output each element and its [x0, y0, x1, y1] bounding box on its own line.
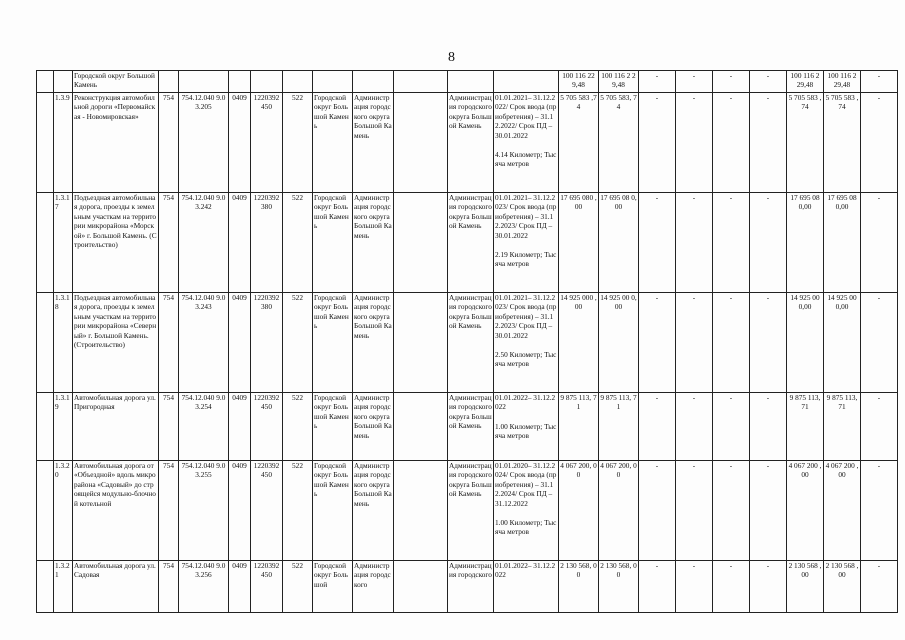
financing-amount: 5 705 583, 74: [599, 93, 639, 193]
dash-cell: -: [639, 393, 676, 461]
term-line: [495, 412, 557, 422]
dash-cell: -: [676, 461, 713, 561]
term-and-capacity: [494, 93, 559, 193]
target-article-code: 1220392 380: [251, 193, 283, 293]
developer: Администрация городского округа Большой Камень: [448, 193, 494, 293]
territory: Городской округ Большой Камень: [313, 93, 353, 193]
local-budget-amount-2: 5 705 583 ,74: [824, 93, 861, 193]
term-line: 01.01.2021– 31.12.2022/ Срок ввода (приобретения) – 31.12.2022/ Срок ПД – 30.01.2022: [495, 93, 557, 140]
developer: Администрация городского: [448, 561, 494, 613]
row-number: 1.3.9: [54, 93, 73, 193]
local-budget-amount-2: 4 067 200 ,00: [824, 461, 861, 561]
expense-type-code: 522: [283, 393, 313, 461]
financing-amount: 100 116 2 29,48: [599, 71, 639, 93]
object-name: Подъездная автомобильная дорога, проезды к земельным участкам на территории микрорайона «Морской» г. Большой Камень. (Строительство): [73, 193, 159, 293]
expense-type-code: 522: [283, 293, 313, 393]
term-and-capacity: [494, 393, 559, 461]
table-row: [37, 193, 898, 293]
blank-cell: [37, 93, 54, 193]
section-code: 0409: [229, 393, 251, 461]
term-line: 01.01.2020– 31.12.2024/ Срок ввода (приобретения) – 31.12.2024/ Срок ПД – 31.12.2022: [495, 461, 557, 508]
dash-cell: -: [676, 93, 713, 193]
dash-cell: -: [861, 393, 898, 461]
empty-cell: [394, 393, 448, 461]
blank-cell: [37, 193, 54, 293]
term-and-capacity: [494, 193, 559, 293]
row-number: 1.3.20: [54, 461, 73, 561]
empty-cell: [394, 561, 448, 613]
term-line: 01.01.2022– 31.12.2022: [495, 561, 556, 580]
budget-code: 754.12.040 9.03.255: [179, 461, 229, 561]
budget-code: 754.12.040 9.03.254: [179, 393, 229, 461]
local-budget-amount-2: 14 925 00 0,00: [824, 293, 861, 393]
territory: Городской округ Большой: [313, 561, 353, 613]
dash-cell: -: [713, 93, 750, 193]
target-article-code: 1220392 380: [251, 293, 283, 393]
term-line: 1.00 Километр; Тысяча метров: [495, 421, 557, 441]
expense-type-code: 522: [283, 461, 313, 561]
dash-cell: -: [676, 293, 713, 393]
target-article-code: 1220392 450: [251, 561, 283, 613]
row-number: 1.3.18: [54, 293, 73, 393]
page-number: 8: [448, 50, 455, 65]
dash-cell: -: [861, 93, 898, 193]
dash-cell: -: [639, 561, 676, 613]
section-code: 0409: [229, 93, 251, 193]
expense-type-code: 522: [283, 193, 313, 293]
developer: Администрация городского округа Большой Камень: [448, 393, 494, 461]
dash-cell: -: [861, 71, 898, 93]
dash-cell: -: [713, 293, 750, 393]
section-code: 0409: [229, 461, 251, 561]
customer: Администрация городского округа Большой Камень: [353, 461, 394, 561]
target-article-code: 1220392 450: [251, 461, 283, 561]
empty-cell: [394, 293, 448, 393]
local-budget-amount: 4 067 200 ,00: [787, 461, 824, 561]
financing-amount: 17 695 08 0,00: [599, 193, 639, 293]
term-and-capacity: [494, 461, 559, 561]
dash-cell: -: [639, 93, 676, 193]
term-line: [495, 240, 557, 250]
empty-cell: [394, 93, 448, 193]
term-line: 01.01.2021– 31.12.2023/ Срок ввода (приобретения) – 31.12.2023/ Срок ПД – 30.01.2022: [495, 193, 557, 240]
territory: Городской округ Большой Камень: [313, 193, 353, 293]
table-row: [37, 293, 898, 393]
section-code: 0409: [229, 561, 251, 613]
object-name: Автомобильная дорога ул. Садовая: [73, 561, 159, 613]
dash-cell: -: [676, 193, 713, 293]
dash-cell: -: [750, 461, 787, 561]
blank-cell: [37, 293, 54, 393]
grbs-code: 754: [159, 93, 179, 193]
dash-cell: -: [713, 71, 750, 93]
grbs-code: 754: [159, 393, 179, 461]
territory: [313, 71, 353, 93]
local-budget-amount-2: 100 116 2 29,48: [824, 71, 861, 93]
term-line: [495, 340, 557, 350]
empty-cell: [394, 71, 448, 93]
row-number: 1.3.21: [54, 561, 73, 613]
dash-cell: -: [750, 393, 787, 461]
object-name: Городской округ Большой Камень: [73, 71, 159, 93]
budget-code: 754.12.040 9.03.242: [179, 193, 229, 293]
budget-table: [36, 70, 898, 613]
dash-cell: -: [713, 461, 750, 561]
expense-type-code: 522: [283, 93, 313, 193]
dash-cell: -: [713, 561, 750, 613]
dash-cell: -: [676, 71, 713, 93]
total-amount: 14 925 000 ,00: [559, 293, 599, 393]
customer: Администрация городского: [353, 561, 394, 613]
dash-cell: -: [713, 393, 750, 461]
table-row: [37, 561, 898, 613]
local-budget-amount: 9 875 113, 71: [787, 393, 824, 461]
dash-cell: -: [750, 71, 787, 93]
dash-cell: -: [639, 71, 676, 93]
term-and-capacity: [494, 561, 559, 613]
total-amount: 4 067 200, 00: [559, 461, 599, 561]
territory: Городской округ Большой Камень: [313, 461, 353, 561]
developer: Администрация городского округа Большой Камень: [448, 461, 494, 561]
blank-cell: [37, 71, 54, 93]
local-budget-amount: 14 925 00 0,00: [787, 293, 824, 393]
term-line: 1.00 Километр; Тысяча метров: [495, 518, 557, 537]
budget-code: [179, 71, 229, 93]
blank-cell: [37, 393, 54, 461]
expense-type-code: 522: [283, 561, 313, 613]
grbs-code: 754: [159, 293, 179, 393]
grbs-code: [159, 71, 179, 93]
table-row: [37, 93, 898, 193]
budget-code: 754.12.040 9.03.243: [179, 293, 229, 393]
local-budget-amount: 17 695 08 0,00: [787, 193, 824, 293]
local-budget-amount: 5 705 583 ,74: [787, 93, 824, 193]
local-budget-amount-2: 9 875 113, 71: [824, 393, 861, 461]
object-name: Реконструкция автомобильной дороги «Первомайская - Новомировская»: [73, 93, 159, 193]
term-line: 2.50 Километр; Тысяча метров: [495, 350, 557, 369]
customer: Администрация городского округа Большой Камень: [353, 193, 394, 293]
total-amount: 9 875 113, 71: [559, 393, 599, 461]
dash-cell: -: [750, 93, 787, 193]
empty-cell: [394, 461, 448, 561]
dash-cell: -: [750, 561, 787, 613]
financing-amount: 9 875 113, 71: [599, 393, 639, 461]
budget-code: 754.12.040 9.03.256: [179, 561, 229, 613]
table-row: [37, 71, 898, 93]
dash-cell: -: [750, 193, 787, 293]
grbs-code: 754: [159, 193, 179, 293]
dash-cell: -: [639, 461, 676, 561]
customer: Администрация городского округа Большой Камень: [353, 393, 394, 461]
target-article-code: [251, 71, 283, 93]
blank-cell: [37, 461, 54, 561]
term-line: [495, 508, 557, 518]
budget-code: 754.12.040 9.03.205: [179, 93, 229, 193]
dash-cell: -: [750, 293, 787, 393]
total-amount: 2 130 568, 00: [559, 561, 599, 613]
territory: Городской округ Большой Камень: [313, 293, 353, 393]
territory: Городской округ Большой Камень: [313, 393, 353, 461]
term-line: 01.01.2022– 31.12.2022: [495, 393, 556, 412]
dash-cell: -: [676, 561, 713, 613]
term-line: [495, 140, 557, 150]
term-line: 2.19 Километр; Тысяча метров: [495, 250, 557, 269]
expense-type-code: [283, 71, 313, 93]
object-name: Автомобильная дорога ул. Пригородная: [73, 393, 159, 461]
row-number: 1.3.17: [54, 193, 73, 293]
term-line: 4.14 Километр; Тысяча метров: [495, 150, 557, 169]
target-article-code: 1220392 450: [251, 393, 283, 461]
financing-amount: 2 130 568, 00: [599, 561, 639, 613]
row-number: [54, 71, 73, 93]
dash-cell: -: [676, 393, 713, 461]
section-code: 0409: [229, 293, 251, 393]
developer: [448, 71, 494, 93]
total-amount: 100 116 22 9,48: [559, 71, 599, 93]
local-budget-amount: 2 130 568 ,00: [787, 561, 824, 613]
term-and-capacity: [494, 71, 559, 93]
developer: Администрация городского округа Большой Камень: [448, 93, 494, 193]
dash-cell: -: [861, 561, 898, 613]
local-budget-amount: 100 116 2 29,48: [787, 71, 824, 93]
financing-amount: 4 067 200, 00: [599, 461, 639, 561]
blank-cell: [37, 561, 54, 613]
section-code: [229, 71, 251, 93]
local-budget-amount-2: 2 130 568 ,00: [824, 561, 861, 613]
dash-cell: -: [861, 293, 898, 393]
grbs-code: 754: [159, 561, 179, 613]
customer: [353, 71, 394, 93]
total-amount: 5 705 583 ,74: [559, 93, 599, 193]
customer: Администрация городского округа Большой Камень: [353, 293, 394, 393]
object-name: Автомобильная дорога от «Объездной» вдоль микрорайона «Садовый» до строящейся модульно-блочной котельной: [73, 461, 159, 561]
table-row: [37, 393, 898, 461]
dash-cell: -: [861, 193, 898, 293]
term-and-capacity: [494, 293, 559, 393]
target-article-code: 1220392 450: [251, 93, 283, 193]
developer: Администрация городского округа Большой Камень: [448, 293, 494, 393]
total-amount: 17 695 080 ,00: [559, 193, 599, 293]
term-line: 01.01.2021– 31.12.2023/ Срок ввода (приобретения) – 31.12.2023/ Срок ПД – 30.01.2022: [495, 293, 557, 340]
section-code: 0409: [229, 193, 251, 293]
object-name: Подъездная автомобильная дорога, проезды к земельным участкам на территории микрорайона «Северный» г. Большой Камень. (Строительство): [73, 293, 159, 393]
dash-cell: -: [861, 461, 898, 561]
empty-cell: [394, 193, 448, 293]
dash-cell: -: [639, 293, 676, 393]
customer: Администрация городского округа Большой Камень: [353, 93, 394, 193]
grbs-code: 754: [159, 461, 179, 561]
dash-cell: -: [713, 193, 750, 293]
dash-cell: -: [639, 193, 676, 293]
table-row: [37, 461, 898, 561]
row-number: 1.3.19: [54, 393, 73, 461]
financing-amount: 14 925 00 0,00: [599, 293, 639, 393]
local-budget-amount-2: 17 695 08 0,00: [824, 193, 861, 293]
